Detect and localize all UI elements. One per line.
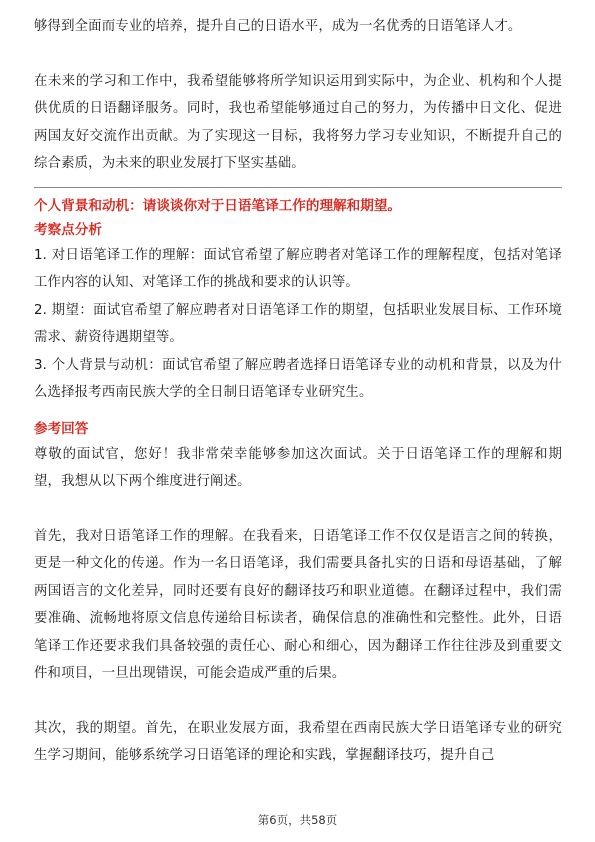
analysis-point-2: 2. 期望：面试官希望了解应聘者对日语笔译工作的期望，包括职业发展目标、工作环境需求、薪资待遇期望等。 xyxy=(34,302,562,345)
page-number: 第6页，共58页 xyxy=(257,813,338,827)
analysis-point-3: 3. 个人背景与动机：面试官希望了解应聘者选择日语笔译专业的动机和背景，以及为什么选择报考西南民族大学的全日制日语笔译专业研究生。 xyxy=(34,357,562,400)
answer-paragraph-2: 首先，我对日语笔译工作的理解。在我看来，日语笔译工作不仅仅是语言之间的转换，更是一种文化的传递。作为一名日语笔译，我们需要具备扎实的日语和母语基础，了解两国语言的文化差异，同时还要有良好的翻译技巧和职业道德。在翻译过程中，我们需要准确、流畅地将原文信息传递给目标读者，确保信息的准确性和完整性。此外，日语笔译工作还要求我们具备较强的责任心、耐心和细心，因为翻译工作往往涉及到重要文件和项目，一旦出现错误，可能会造成严重的后果。 xyxy=(34,528,562,681)
page-content xyxy=(34,13,562,770)
analysis-heading: 考察点分析 xyxy=(34,221,102,238)
analysis-point-1: 1. 对日语笔译工作的理解：面试官希望了解应聘者对笔译工作的理解程度，包括对笔译工作内容的认知、对笔译工作的挑战和要求的认识等。 xyxy=(34,247,562,290)
answer-heading: 参考回答 xyxy=(34,420,89,437)
question-title: 个人背景和动机：请谈谈你对于日语笔译工作的理解和期望。 xyxy=(34,197,402,214)
answer-paragraph-1: 尊敬的面试官，您好！我非常荣幸能够参加这次面试。关于日语笔译工作的理解和期望，我想从以下两个维度进行阐述。 xyxy=(34,446,562,489)
paragraph-intro-end: 够得到全面而专业的培养，提升自己的日语水平，成为一名优秀的日语笔译人才。 xyxy=(34,19,522,34)
section-divider xyxy=(34,187,562,188)
paragraph-future-plan: 在未来的学习和工作中，我希望能够将所学知识运用到实际中，为企业、机构和个人提供优质的日语翻译服务。同时，我也希望能够通过自己的努力，为传播中日文化、促进两国友好交流作出贡献。为了实现这一目标，我将努力学习专业知识，不断提升自己的综合素质，为未来的职业发展打下坚实基础。 xyxy=(34,73,562,171)
answer-paragraph-3: 其次，我的期望。首先，在职业发展方面，我希望在西南民族大学日语笔译专业的研究生学习期间，能够系统学习日语笔译的理论和实践，掌握翻译技巧，提升自己 xyxy=(34,720,562,763)
